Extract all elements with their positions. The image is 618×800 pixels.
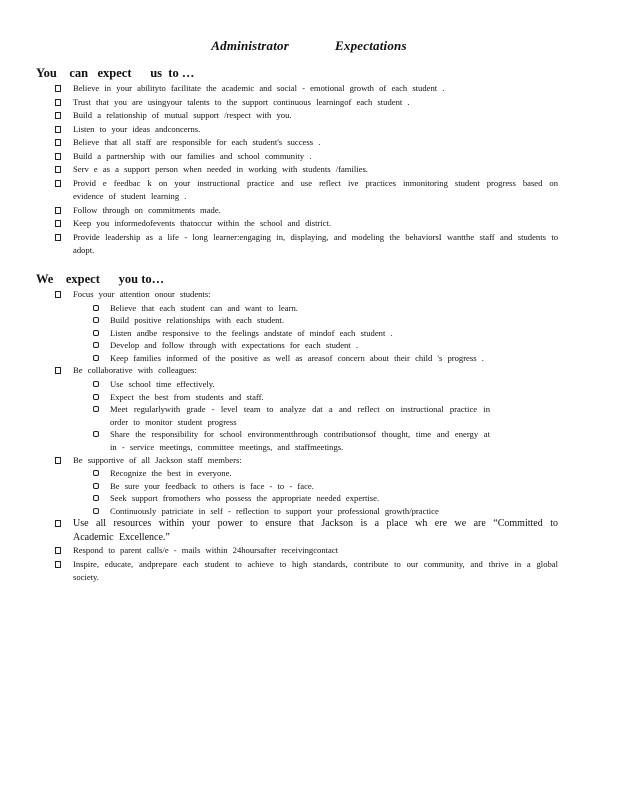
section-heading-we-expect: We expect you to… [36, 272, 165, 286]
square-bullet-icon [55, 547, 61, 554]
square-bullet-icon [55, 99, 61, 106]
square-bullet-icon [55, 367, 61, 374]
square-bullet-icon [55, 234, 61, 241]
circle-bullet-icon [93, 431, 99, 437]
square-bullet-icon [55, 139, 61, 146]
sub-list-item: Meet regularlywith grade - level team to analyze dat a and reflect on instructional practice in order to monitor student progress [0, 403, 558, 428]
circle-bullet-icon [93, 381, 99, 387]
circle-bullet-icon [93, 406, 99, 412]
list-item: Provide leadership as a life - long learner:engaging in, displaying, and modeling the behaviorsI wantthe staff and students to adopt. [0, 231, 618, 258]
square-bullet-icon [55, 520, 61, 527]
list-item-respond: Respond to parent calls/e - mails within 24hoursafter receivingcontact [0, 544, 618, 558]
sub-list-item: Believe that each student can and want to learn. [0, 302, 558, 315]
admin-commitments-list [0, 82, 618, 258]
sub-list-item: Expect the best from students and staff. [0, 391, 558, 404]
list-item-inspire: Inspire, educate, andprepare each student to achieve to high standards, contribute to our community, and thrive in a global society. [0, 558, 618, 585]
page-title [0, 38, 618, 54]
circle-bullet-icon [93, 495, 99, 501]
list-item: Keep you informedofevents thatoccur within the school and district. [0, 217, 618, 231]
sub-list-item: Seek support fromothers who possess the appropriate needed expertise. [0, 492, 558, 505]
sub-list-item: Listen andbe responsive to the feelings andstate of mindof each student . [0, 327, 558, 340]
circle-bullet-icon [93, 305, 99, 311]
square-bullet-icon [55, 112, 61, 119]
square-bullet-icon [55, 220, 61, 227]
circle-bullet-icon [93, 470, 99, 476]
list-item: Follow through on commitments made. [0, 204, 618, 218]
circle-bullet-icon [93, 330, 99, 336]
staff-expectations-list [0, 288, 618, 585]
sub-list [73, 302, 558, 365]
square-bullet-icon [55, 561, 61, 568]
title-left: Administrator [211, 38, 289, 53]
square-bullet-icon [55, 291, 61, 298]
list-item: Build a relationship of mutual support /respect with you. [0, 109, 618, 123]
circle-bullet-icon [93, 508, 99, 514]
sub-list [73, 467, 558, 517]
sub-list-item: Recognize the best in everyone. [0, 467, 558, 480]
sub-list-item: Develop and follow through with expectations for each student . [0, 339, 558, 352]
list-item: Provid e feedbac k on your instructional practice and use reflect ive practices inmonitoring student progress based on evidence of student learning . [0, 177, 618, 204]
list-item-supportive: Be supportive of all Jackson staff members: Recognize the best in everyone. Be sure your feedback to others is face - to - face. Seek support fromothers who possess the appropriate needed expertise. Continuously patriciate in self - reflection to support your professional growth/practice [0, 454, 618, 518]
list-item: Serv e as a support person when needed in working with students /families. [0, 163, 618, 177]
circle-bullet-icon [93, 355, 99, 361]
sub-list [73, 378, 558, 454]
sub-list-item: Continuously patriciate in self - reflection to support your professional growth/practice [0, 505, 558, 518]
square-bullet-icon [55, 166, 61, 173]
sub-list-item: Be sure your feedback to others is face - to - face. [0, 480, 558, 493]
circle-bullet-icon [93, 317, 99, 323]
square-bullet-icon [55, 180, 61, 187]
circle-bullet-icon [93, 342, 99, 348]
sub-list-item: Use school time effectively. [0, 378, 558, 391]
list-item: Build a partnership with our families and school community . [0, 150, 618, 164]
sub-list-item: Share the responsibility for school environmentthrough contributionsof thought, time and energy at in - service meetings, committee meetings, and staffmeetings. [0, 428, 558, 453]
list-item-resources: Use all resources within your power to ensure that Jackson is a place wh ere we are “Committed to Academic Excellence.” [0, 517, 618, 544]
square-bullet-icon [55, 85, 61, 92]
square-bullet-icon [55, 207, 61, 214]
list-item: Believe that all staff are responsible for each student's success . [0, 136, 618, 150]
circle-bullet-icon [93, 394, 99, 400]
list-item-collaborative: Be collaborative with colleagues: Use school time effectively. Expect the best from students and staff. Meet regularlywith grade - level team to analyze dat a and reflect on instructional practice in order to monitor student progress Share the responsibility for school environmentthrough contributionsof thought, time and energy at in - service meetings, committee meetings, and staffmeetings. [0, 364, 618, 453]
sub-list-item: Build positive relationships with each student. [0, 314, 558, 327]
square-bullet-icon [55, 457, 61, 464]
circle-bullet-icon [93, 483, 99, 489]
title-right: Expectations [335, 38, 407, 53]
square-bullet-icon [55, 126, 61, 133]
square-bullet-icon [55, 153, 61, 160]
list-item: Listen to your ideas andconcerns. [0, 123, 618, 137]
sub-list-item: Keep families informed of the positive as well as areasof concern about their child 's progress . [0, 352, 558, 365]
section-heading-you-can-expect: You can expect us to … [36, 66, 195, 80]
list-item-focus-students: Focus your attention onour students: Believe that each student can and want to learn. Build positive relationships with each student. Listen andbe responsive to the feelings andstate of mindof each student . Develop and follow through with expectations for each student . Keep families informed of the positive as well as areasof concern about their child 's progress . [0, 288, 618, 364]
list-item: Believe in your abilityto facilitate the academic and social - emotional growth of each student . [0, 82, 618, 96]
list-item: Trust that you are usingyour talents to the support continuous learningof each student . [0, 96, 618, 110]
